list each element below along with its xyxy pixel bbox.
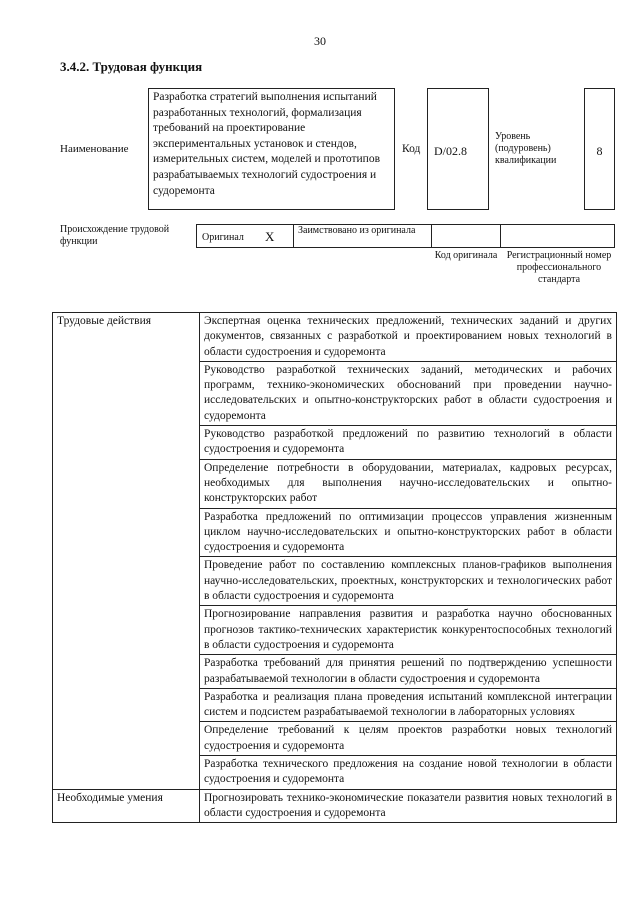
- row-description: Прогнозировать технико-экономические показатели развития новых технологий в области судостроения и судоремонта: [200, 789, 617, 823]
- row-description: Экспертная оценка технических предложений, технических заданий и других документов, связанных с разработкой и проектированием новых технологий в области судостроения и судоремонта: [200, 313, 617, 362]
- row-description: Руководство разработкой технических заданий, методических и рабочих программ, технико-экономических обоснований при проведении научно-исследовательских и опытно-конструкторских работ в области судостроения и судоремонта: [200, 361, 617, 425]
- origin-label: Происхождение трудовой функции: [60, 224, 170, 247]
- row-description: Разработка предложений по оптимизации процессов управления жизненным циклом научно-исследовательских и опытно-конструкторских работ в области судостроения и судоремонта: [200, 508, 617, 557]
- table-row: [53, 313, 617, 362]
- row-description: Разработка требований для принятия решений по подтверждению успешности разрабатываемой технологии в области судостроения и судоремонта: [200, 655, 617, 689]
- original-mark: X: [265, 229, 275, 244]
- row-description: Руководство разработкой предложений по развитию технологий в области судостроения и судоремонта: [200, 426, 617, 460]
- row-description: Прогнозирование направления развития и разработка научно обоснованных прогнозов тактико-технических характеристик конкурентоспособных технологий в области судостроения и судоремонта: [200, 606, 617, 655]
- section-title: 3.4.2. Трудовая функция: [60, 59, 203, 74]
- reg-number-cell: [500, 224, 615, 248]
- row-description: Проведение работ по составлению комплексных планов-графиков выполнения научно-исследовательских, проектных, конструкторских и технологических работ в области судостроения и судоремонта: [200, 557, 617, 606]
- row-description: Разработка технического предложения на создание новой технологии в области судостроения и судоремонта: [200, 756, 617, 790]
- origin-original-cell: [196, 224, 294, 248]
- table-row: [53, 789, 617, 823]
- level-label: Уровень (подуровень) квалификации: [495, 131, 557, 166]
- row-description: Разработка и реализация плана проведения испытаний комплексной интеграции систем и подсистем разрабатываемой технологии в лабораторных условиях: [200, 688, 617, 722]
- code-value: D/02.8: [427, 88, 489, 210]
- name-label: Наименование: [60, 143, 129, 155]
- row-description: Определение потребности в оборудовании, материалах, кадровых ресурсах, необходимых для выполнения научно-исследовательских и опытно-конструкторских работ: [200, 459, 617, 508]
- reg-number-label: Регистрационный номер профессионального стандарта: [506, 250, 612, 285]
- borrowed-label: Заимствовано из оригинала: [293, 224, 432, 248]
- row-category-label: Трудовые действия: [53, 313, 200, 790]
- function-name-box: Разработка стратегий выполнения испытаний разработанных технологий, формализация требований на проектирование экспериментальных установок и стендов, измерительных систем, моделей и прототипов разрабатываемых технологий судостроения и судоремонта: [148, 88, 395, 210]
- code-original-cell: [431, 224, 501, 248]
- page-number: 30: [314, 34, 326, 48]
- code-original-label: Код оригинала: [434, 250, 498, 261]
- row-category-label: Необходимые умения: [53, 789, 200, 823]
- level-value: 8: [584, 88, 615, 210]
- row-description: Определение требований к целям проектов разработки новых технологий судостроения и судоремонта: [200, 722, 617, 756]
- original-label: Оригинал: [202, 232, 244, 243]
- labor-actions-table: [52, 312, 617, 823]
- code-label: Код: [402, 143, 421, 155]
